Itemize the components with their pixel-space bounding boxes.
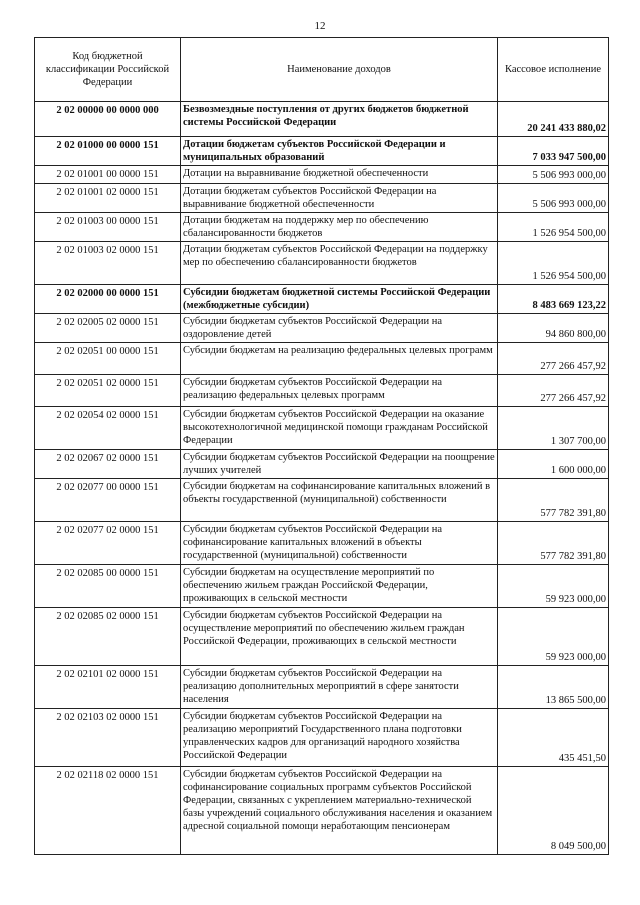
table-row [35,285,609,314]
table-header-row [35,38,609,102]
row-name: Субсидии бюджетам субъектов Российской Федерации на софинансирование социальных программ субъектов Российской Федерации, связанных с укреплением материально-технической базы учреждений социального обслуживания населения и оказанием адресной социальной помощи неработающим пенсионерам [181,767,498,855]
row-code: 2 02 01003 02 0000 151 [35,242,181,285]
table-row [35,608,609,666]
row-code: 2 02 01000 00 0000 151 [35,137,181,166]
row-amount: 59 923 000,00 [498,608,609,666]
header-name: Наименование доходов [181,38,498,102]
row-code: 2 02 02067 02 0000 151 [35,450,181,479]
row-amount: 1 526 954 500,00 [498,242,609,285]
row-code: 2 02 02085 02 0000 151 [35,608,181,666]
table-row [35,666,609,709]
row-amount: 8 483 669 123,22 [498,285,609,314]
table-row [35,213,609,242]
row-code: 2 02 02000 00 0000 151 [35,285,181,314]
row-amount: 1 526 954 500,00 [498,213,609,242]
table-row [35,314,609,343]
table-row [35,450,609,479]
row-amount: 577 782 391,80 [498,479,609,522]
row-amount: 8 049 500,00 [498,767,609,855]
row-name: Субсидии бюджетам субъектов Российской Федерации на реализацию мероприятий Государственного плана подготовки управленческих кадров для организаций народного хозяйства Российской Федерации [181,709,498,767]
table-row [35,375,609,407]
page-number: 12 [314,20,326,32]
header-amount: Кассовое исполнение [498,38,609,102]
row-name: Дотации бюджетам на поддержку мер по обеспечению сбалансированности бюджетов [181,213,498,242]
row-name: Безвозмездные поступления от других бюджетов бюджетной системы Российской Федерации [181,102,498,137]
revenue-table [34,37,609,855]
row-amount: 277 266 457,92 [498,343,609,375]
row-code: 2 02 02118 02 0000 151 [35,767,181,855]
row-name: Субсидии бюджетам на осуществление мероприятий по обеспечению жильем граждан Российской Федерации, проживающих в сельской местности [181,565,498,608]
row-code: 2 02 02085 00 0000 151 [35,565,181,608]
table-row [35,343,609,375]
row-code: 2 02 02103 02 0000 151 [35,709,181,767]
row-code: 2 02 01001 02 0000 151 [35,184,181,213]
row-name: Дотации на выравнивание бюджетной обеспеченности [181,166,498,184]
table-row [35,565,609,608]
row-name: Дотации бюджетам субъектов Российской Федерации и муниципальных образований [181,137,498,166]
row-amount: 577 782 391,80 [498,522,609,565]
row-amount: 5 506 993 000,00 [498,166,609,184]
table-row [35,479,609,522]
row-code: 2 02 02054 02 0000 151 [35,407,181,450]
table-row [35,767,609,855]
row-name: Субсидии бюджетам субъектов Российской Федерации на поощрение лучших учителей [181,450,498,479]
row-amount: 1 307 700,00 [498,407,609,450]
row-name: Субсидии бюджетам бюджетной системы Российской Федерации (межбюджетные субсидии) [181,285,498,314]
row-amount: 20 241 433 880,02 [498,102,609,137]
row-amount: 435 451,50 [498,709,609,767]
row-name: Субсидии бюджетам субъектов Российской Федерации на оказание высокотехнологичной медицинской помощи гражданам Российской Федерации [181,407,498,450]
row-code: 2 02 02051 02 0000 151 [35,375,181,407]
table-row [35,522,609,565]
row-code: 2 02 02077 02 0000 151 [35,522,181,565]
table-row [35,242,609,285]
table-row [35,709,609,767]
row-code: 2 02 02005 02 0000 151 [35,314,181,343]
table-row [35,166,609,184]
table-body [35,102,609,855]
row-amount: 277 266 457,92 [498,375,609,407]
row-name: Субсидии бюджетам субъектов Российской Федерации на осуществление мероприятий по обеспечению жильем граждан Российской Федерации, проживающих в сельской местности [181,608,498,666]
table-row [35,407,609,450]
row-name: Субсидии бюджетам на софинансирование капитальных вложений в объекты государственной (муниципальной) собственности [181,479,498,522]
row-code: 2 02 02051 00 0000 151 [35,343,181,375]
row-amount: 5 506 993 000,00 [498,184,609,213]
row-name: Субсидии бюджетам субъектов Российской Федерации на реализацию федеральных целевых программ [181,375,498,407]
row-amount: 94 860 800,00 [498,314,609,343]
row-amount: 1 600 000,00 [498,450,609,479]
row-code: 2 02 02077 00 0000 151 [35,479,181,522]
row-code: 2 02 02101 02 0000 151 [35,666,181,709]
table-row [35,184,609,213]
table-row [35,137,609,166]
row-amount: 13 865 500,00 [498,666,609,709]
header-code: Код бюджетной классификации Российской Федерации [35,38,181,102]
row-name: Субсидии бюджетам субъектов Российской Федерации на софинансирование капитальных вложений в объекты государственной (муниципальной) собственности [181,522,498,565]
table-row [35,102,609,137]
row-name: Субсидии бюджетам субъектов Российской Федерации на оздоровление детей [181,314,498,343]
row-code: 2 02 01001 00 0000 151 [35,166,181,184]
row-amount: 7 033 947 500,00 [498,137,609,166]
row-name: Субсидии бюджетам субъектов Российской Федерации на реализацию дополнительных мероприятий в сфере занятости населения [181,666,498,709]
row-code: 2 02 00000 00 0000 000 [35,102,181,137]
row-amount: 59 923 000,00 [498,565,609,608]
row-name: Дотации бюджетам субъектов Российской Федерации на поддержку мер по обеспечению сбалансированности бюджетов [181,242,498,285]
row-name: Дотации бюджетам субъектов Российской Федерации на выравнивание бюджетной обеспеченности [181,184,498,213]
row-name: Субсидии бюджетам на реализацию федеральных целевых программ [181,343,498,375]
row-code: 2 02 01003 00 0000 151 [35,213,181,242]
